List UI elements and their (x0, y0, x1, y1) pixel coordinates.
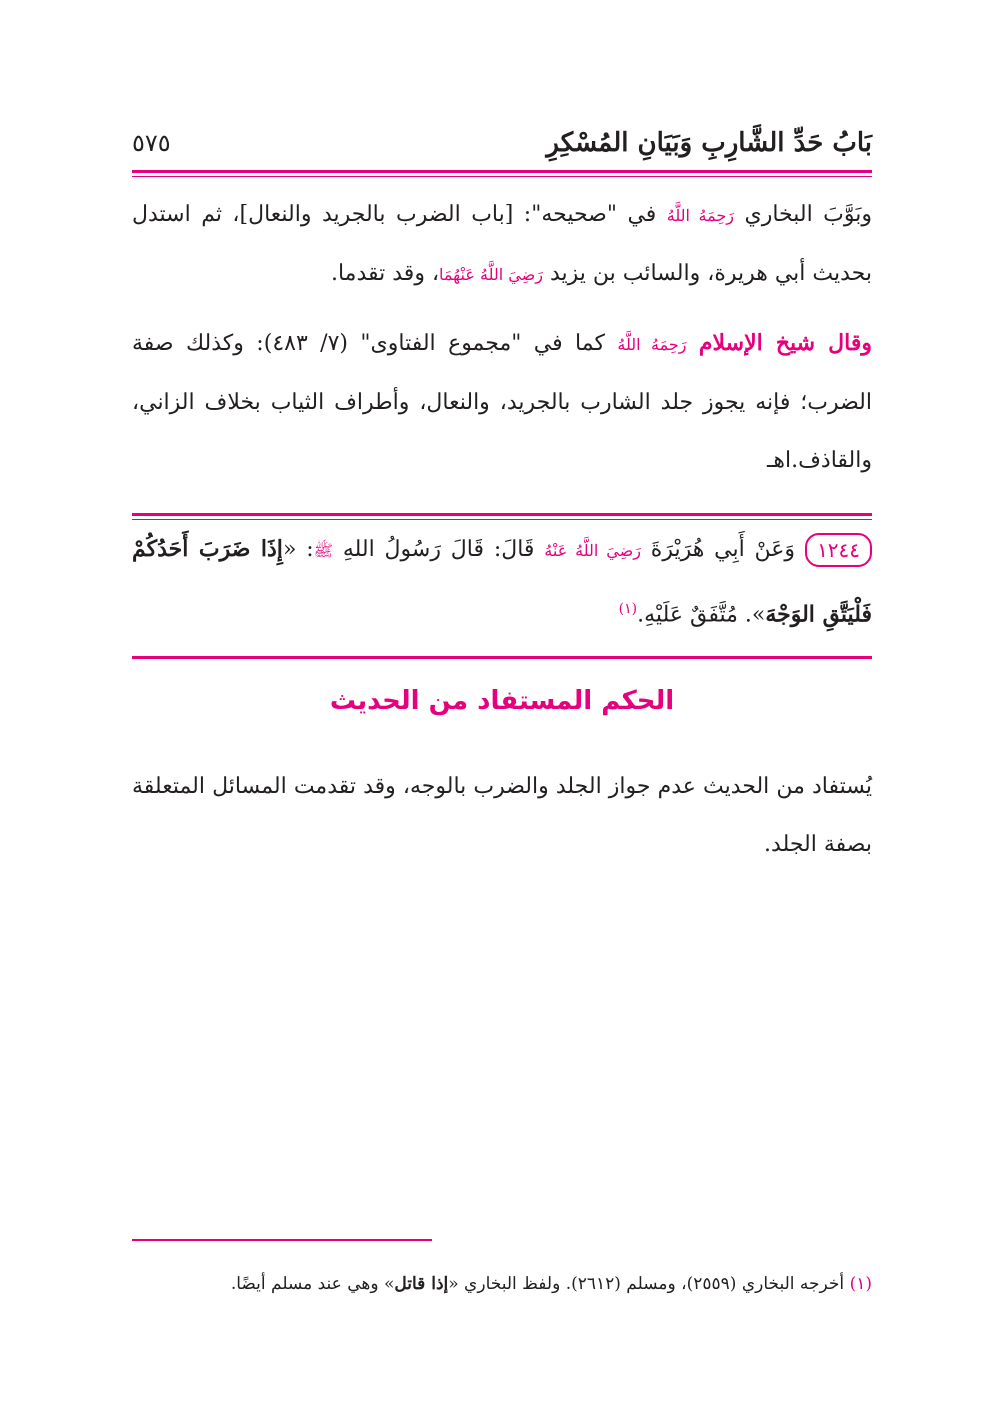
header-rule (132, 170, 872, 173)
footnote-bold: إذا قاتل (394, 1274, 449, 1294)
para2-text: كما في "مجموع الفتاوى" (٧/ ٤٨٣): وكذلك صفة الضرب؛ فإنه يجوز جلد الشارب بالجريد، والنعال، وأطراف الثياب بخلاف الزاني، والقاذف.اهـ (132, 331, 872, 473)
footnote-text-2: » وهي عند مسلم أيضًا. (230, 1274, 395, 1294)
hadith-block (132, 520, 872, 644)
footnote-marker: (١) (618, 601, 638, 617)
hadith-number-badge: ١٢٤٤ (805, 533, 872, 567)
para1-text-2: في "صحيحه": [باب الضرب بالجريد والنعال]، ثم استدل بحديث أبي هريرة، والسائب بن يزيد (132, 202, 872, 286)
hadith-text-1: وَعَنْ أَبِي هُرَيْرَةَ (650, 537, 796, 562)
paragraph-ruling (132, 758, 872, 874)
para3-text: يُستفاد من الحديث عدم جواز الجلد والضرب بالوجه، وقد تقدمت المسائل المتعلقة بصفة الجلد. (132, 774, 872, 857)
footnote-rule (132, 1239, 432, 1241)
hadith-text-2: قَالَ: قَالَ رَسُولُ اللهِ (342, 537, 535, 562)
header-rule-thin (132, 176, 872, 177)
hadith-rule-top (132, 513, 872, 516)
honorific: رَضِيَ اللَّهُ عَنْهُ (544, 541, 641, 560)
para1-text-1: وبَوَّبَ البخاري (744, 202, 873, 227)
para2-lead: وقال شيخ الإسلام (698, 330, 872, 356)
footnote-number: (١) (849, 1274, 872, 1294)
para1-text-3: ، وقد تقدما. (330, 261, 440, 286)
page-header (132, 118, 872, 168)
hadith-text-4: ». مُتَّفَقٌ عَلَيْهِ. (637, 602, 766, 628)
honorific: رَضِيَ اللَّهُ عَنْهُمَا (439, 265, 543, 284)
footnote-text-1: أخرجه البخاري (٢٥٥٩)، ومسلم (٢٦١٢). ولفظ البخاري « (448, 1274, 845, 1294)
honorific: رَحِمَهُ اللَّهُ (666, 206, 735, 225)
paragraph-bukhari (132, 186, 872, 304)
section-title: الحكم المستفاد من الحديث (329, 686, 675, 716)
hadith-rule-bottom (132, 656, 872, 659)
honorific: ﷺ (313, 541, 333, 560)
hadith-quote: إِذَا ضَرَبَ أَحَدُكُمْ فَلْيَتَّقِ الوَجْهَ (132, 536, 872, 628)
paragraph-ibn-taymiyyah (132, 314, 872, 490)
honorific: رَحِمَهُ اللَّهُ (617, 335, 687, 354)
chapter-title: بَابُ حَدِّ الشَّارِبِ وَبَيَانِ المُسْكِرِ (546, 128, 872, 158)
hadith-text-3: : « (282, 537, 314, 562)
footnote (132, 1270, 872, 1298)
page-number: ٥٧٥ (132, 129, 171, 157)
